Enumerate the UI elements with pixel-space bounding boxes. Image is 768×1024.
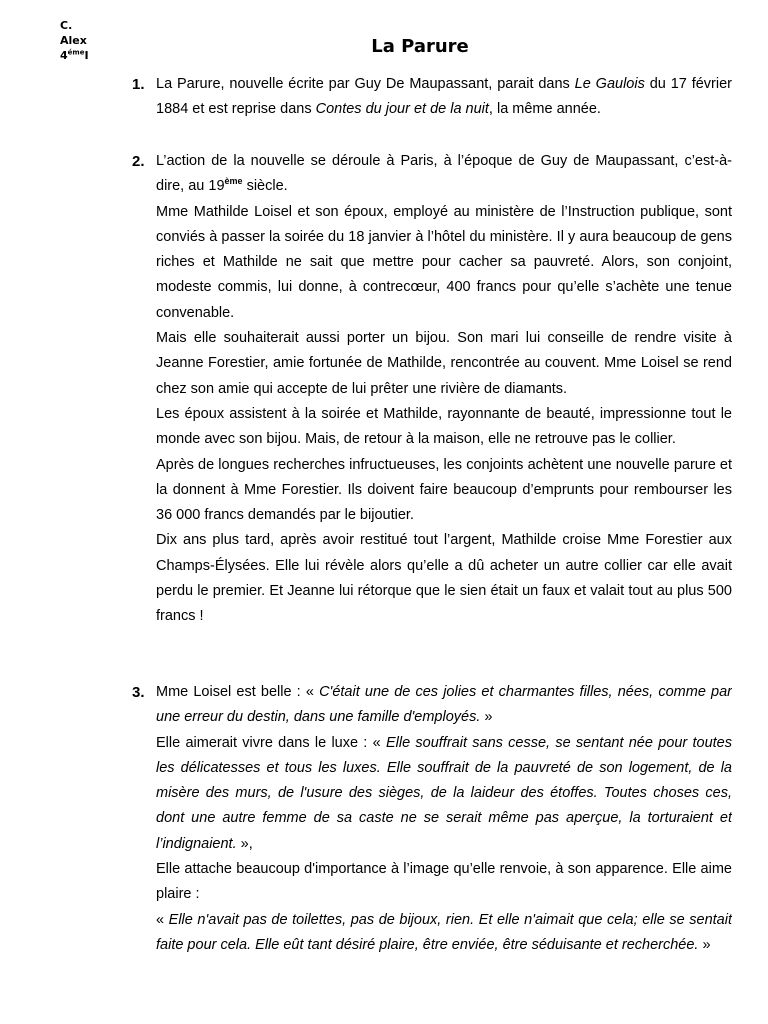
section-number: 3. [132, 684, 145, 701]
paragraph: Elle aimerait vivre dans le luxe : « Elle souffrait sans cesse, se sentant née pour toutes les délicatesses et tous les luxes. Elle souffrait de la pauvreté de son logement, de la misère des murs, de l'usure des sièges, de la laideur des étoffes. Toutes choses ces, dont une autre femme de sa caste ne se serait même pas aperçue, la torturaient et l’indignaient. », [156, 734, 732, 852]
document-title: La Parure [371, 36, 469, 57]
student-name: Alex [60, 34, 87, 47]
section-3 [132, 680, 732, 980]
student-class: $4^{éme}I$ [60, 48, 89, 62]
student-initial: C. [60, 19, 73, 32]
section-number: 1. [132, 76, 145, 93]
paragraph: Elle attache beaucoup d'importance à l’image qu’elle renvoie, à son apparence. Elle aime plaire : [156, 861, 732, 903]
paragraph: L’action de la nouvelle se déroule à Paris, à l’époque de Guy de Maupassant, c’est-à-dire, au 19ème siècle. [156, 153, 732, 195]
section-1 [132, 72, 732, 123]
section-2 [132, 149, 732, 630]
paragraph: La Parure, nouvelle écrite par Guy De Maupassant, parait dans Le Gaulois du 17 février 1884 et est reprise dans Contes du jour et de la nuit, la même année. [156, 76, 732, 118]
paragraph: Après de longues recherches infructueuses, les conjoints achètent une nouvelle parure et la donnent à Mme Forestier. Ils doivent faire beaucoup d’emprunts pour rembourser les 36 000 francs demandés par le bijoutier. [156, 456, 732, 524]
paragraph: Mme Mathilde Loisel et son époux, employé au ministère de l’Instruction publique, sont conviés à passer la soirée du 18 janvier à l’hôtel du ministère. Il y aura beaucoup de gens riches et Mathilde ne sait que mettre pour cacher sa pauvreté. Alors, son conjoint, modeste commis, lui donne, à contrecœur, 400 francs pour qu’elle s’achète une tenue convenable. [156, 203, 732, 321]
section-body [156, 72, 732, 123]
paragraph: Les époux assistent à la soirée et Mathilde, rayonnante de beauté, impressionne tout le monde avec son bijou. Mais, de retour à la maison, elle ne retrouve pas le collier. [156, 405, 732, 448]
section-body [156, 149, 732, 630]
paragraph: « Elle n'avait pas de toilettes, pas de bijoux, rien. Et elle n'aimait que cela; elle se sentait faite pour cela. Elle eût tant désiré plaire, être enviée, être séduisante et recherchée. » [156, 911, 732, 953]
section-body [156, 680, 732, 958]
section-number: 2. [132, 153, 145, 170]
paragraph: Dix ans plus tard, après avoir restitué tout l’argent, Mathilde croise Mme Forestier aux Champs-Élysées. Elle lui révèle alors qu’elle a dû acheter un autre collier car elle avait perdu le premier. Et Jeanne lui rétorque que le sien était un faux et valait tout au plus 500 francs ! [156, 532, 732, 625]
paragraph: Mais elle souhaiterait aussi porter un bijou. Son mari lui conseille de rendre visite à Jeanne Forestier, amie fortunée de Mathilde, rencontrée au couvent. Mme Loisel se rend chez son amie qui accepte de lui prêter une rivière de diamants. [156, 330, 732, 397]
paragraph: Mme Loisel est belle : « C'était une de ces jolies et charmantes filles, nées, comme par une erreur du destin, dans une famille d'employés. » [156, 684, 732, 726]
